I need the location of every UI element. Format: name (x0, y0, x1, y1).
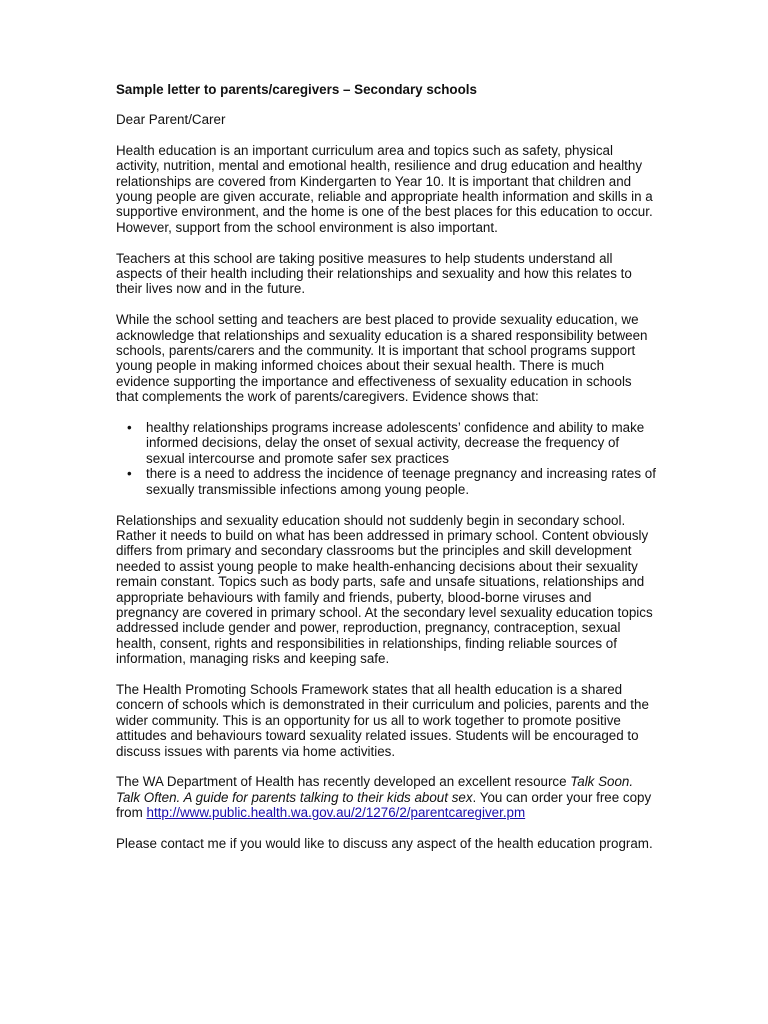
resource-text-before: The WA Department of Health has recently developed an excellent resource (116, 774, 571, 790)
paragraph-health-education: Health education is an important curriculum area and topics such as safety, physical activity, nutrition, mental and emotional health, resilience and drug education and healthy relationships are covered from Kindergarten to Year 10. It is important that children and young people are given accurate, reliable and appropriate health information and skills in a supportive environment, and the home is one of the best places for this education to occur. However, support from the school environment is also important. (116, 142, 653, 235)
paragraph-contact: Please contact me if you would like to discuss any aspect of the health education program. (116, 835, 653, 851)
paragraph-wa-resource (116, 774, 656, 820)
paragraph-school-setting: While the school setting and teachers are best placed to provide sexuality education, we acknowledge that relationships and sexuality education is a shared responsibility between schools, parents/carers and the community. It is important that school programs support young people in making informed choices about their sexual health. There is much evidence supporting the importance and effectiveness of sexuality education in schools that complements the work of parents/caregivers. Evidence shows that: (116, 312, 648, 405)
resource-text-after: . You can order your free copy from (116, 789, 652, 821)
letter-title: Sample letter to parents/caregivers – Secondary schools (116, 82, 477, 97)
evidence-list-item: • there is a need to address the incidence of teenage pregnancy and increasing rates of sexually transmissible infections among young people. (146, 466, 656, 497)
evidence-list-item: • healthy relationships programs increase adolescents’ confidence and ability to make informed decisions, delay the onset of sexual activity, decrease the frequency of sexual intercourse and promote safer sex practices (146, 420, 656, 466)
paragraph-teachers-measures: Teachers at this school are taking positive measures to help students understand all aspects of their health including their relationships and sexuality and how this relates to their lives now and in the future. (116, 250, 632, 297)
paragraph-health-promoting-schools: The Health Promoting Schools Framework states that all health education is a shared concern of schools which is demonstrated in their curriculum and policies, parents and the wider community. This is an opportunity for us all to work together to promote positive attitudes and behaviours toward sexuality related issues. Students will be encouraged to discuss issues with parents via home activities. (116, 681, 649, 759)
resource-link[interactable]: http://www.public.health.wa.gov.au/2/1276/2/parentcaregiver.pm (146, 805, 526, 821)
evidence-list (116, 420, 656, 497)
letter-page (116, 82, 656, 867)
paragraph-relationships-education: Relationships and sexuality education should not suddenly begin in secondary school. Rather it needs to build on what has been addressed in primary school. Content obviously differs from primary and secondary classrooms but the principles and skill development needed to assist young people to make health-enhancing decisions about their sexuality remain constant. Topics such as body parts, safe and unsafe situations, relationships and appropriate behaviours with family and friends, puberty, blood-borne viruses and pregnancy are covered in primary school. At the secondary level sexuality education topics addressed include gender and power, reproduction, pregnancy, contraception, sexual health, consent, rights and responsibilities in relationships, finding reliable sources of information, managing risks and keeping safe. (116, 512, 653, 667)
resource-title: Talk Soon. Talk Often. A guide for parents talking to their kids about sex (116, 774, 634, 805)
salutation: Dear Parent/Carer (116, 112, 226, 128)
